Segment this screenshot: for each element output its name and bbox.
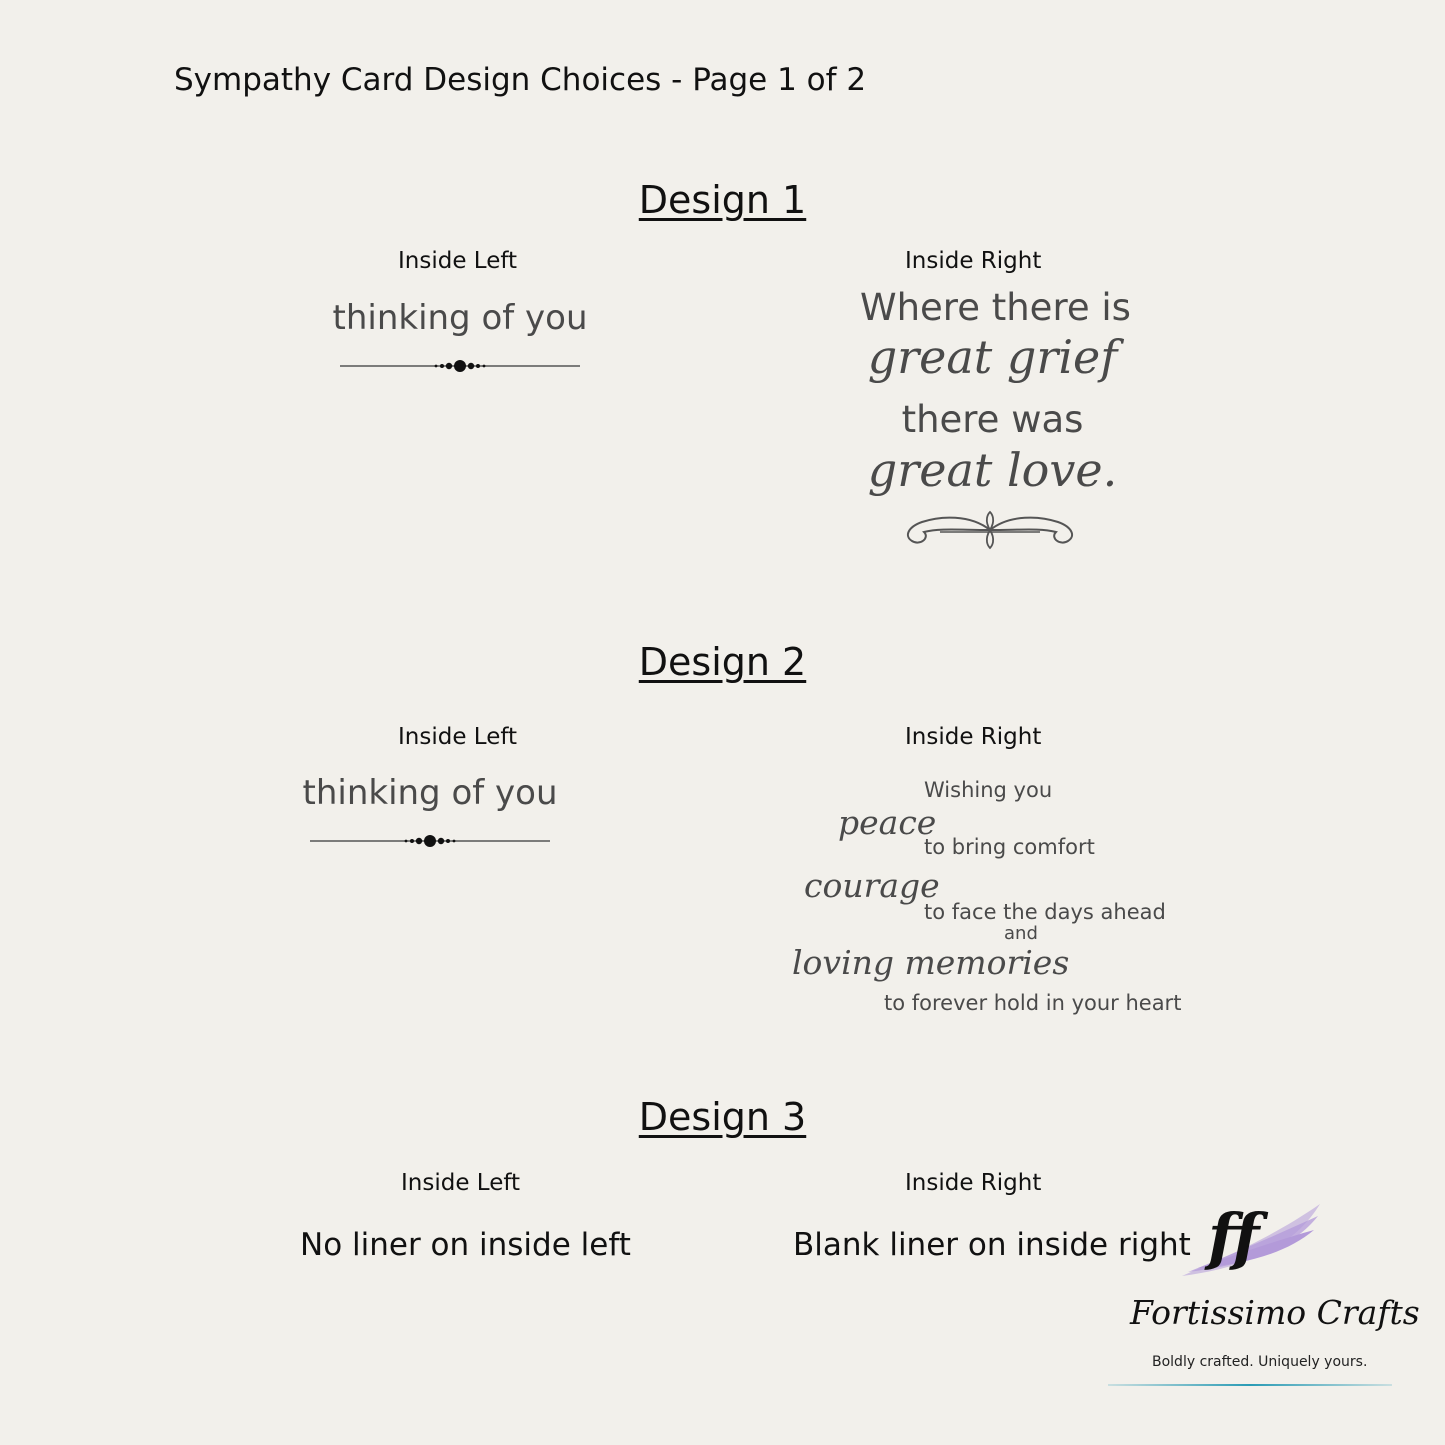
design-1-divider-icon (340, 356, 582, 376)
design-2-left-verse: thinking of you (302, 773, 558, 813)
design-2-verse-line-3: to face the days ahead (924, 900, 1166, 924)
design-1-verse-line-4: great love. (867, 443, 1118, 497)
brand-monogram: ff (1208, 1200, 1260, 1273)
design-3-right-text: Blank liner on inside right (793, 1227, 1191, 1263)
design-3-left-text: No liner on inside left (300, 1227, 631, 1263)
design-2-verse-word-courage: courage (804, 866, 940, 905)
design-1-verse-line-3: there was (901, 398, 1084, 441)
design-2-verse-line-1: Wishing you (924, 778, 1053, 802)
design-3-right-label: Inside Right (905, 1170, 1042, 1196)
page-title: Sympathy Card Design Choices - Page 1 of 2 (174, 62, 867, 98)
design-2-verse-word-memories: loving memories (792, 943, 1070, 982)
design-1-left-verse: thinking of you (332, 298, 588, 338)
brand-tagline: Boldly crafted. Uniquely yours. (1152, 1354, 1368, 1370)
design-2-verse-line-2: to bring comfort (924, 835, 1095, 859)
design-2-left-label: Inside Left (398, 724, 518, 750)
flourish-icon (900, 508, 1082, 552)
design-1-verse-line-2: great grief (867, 330, 1118, 384)
design-2-verse-word-peace: peace (838, 803, 937, 842)
design-1-right-label: Inside Right (905, 248, 1042, 274)
brand-name: Fortissimo Crafts (1130, 1293, 1420, 1332)
design-3-title: Design 3 (638, 1095, 807, 1139)
design-1-title: Design 1 (638, 178, 807, 222)
design-3-left-label: Inside Left (401, 1170, 521, 1196)
design-2-verse-and: and (1004, 923, 1038, 944)
design-2-verse-line-4: to forever hold in your heart (884, 991, 1182, 1015)
design-2-divider-icon (310, 831, 552, 851)
brand-underline (1108, 1383, 1394, 1389)
design-2-right-label: Inside Right (905, 724, 1042, 750)
design-2-title: Design 2 (638, 640, 807, 684)
design-1-verse-line-1: Where there is (860, 286, 1131, 329)
design-1-left-label: Inside Left (398, 248, 518, 274)
